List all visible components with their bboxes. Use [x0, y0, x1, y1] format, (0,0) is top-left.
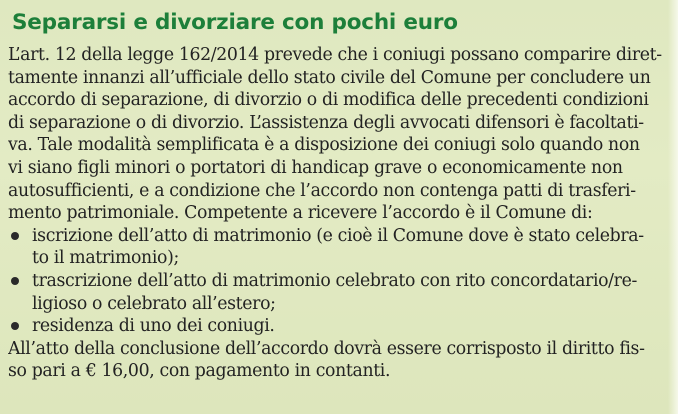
paragraph-line: so pari a € 16,00, con pagamento in contanti.: [8, 361, 391, 382]
intro-paragraph: [8, 44, 671, 225]
closing-paragraph: [8, 338, 671, 383]
bullet-line: trascrizione dell’atto di matrimonio celebrato con rito concordatario/re-: [32, 270, 637, 291]
bullet-line: to il matrimonio);: [32, 248, 179, 269]
paragraph-line: accordo di separazione, di divorzio o di modifica delle precedenti condizioni: [8, 90, 649, 111]
paragraph-line: L’art. 12 della legge 162/2014 prevede che i coniugi possano comparire diret-: [8, 45, 662, 65]
bullet-icon: [11, 232, 19, 240]
paragraph-line: va. Tale modalità semplificata è a disposizione dei coniugi solo quando non: [8, 135, 640, 156]
bullet-line: residenza di uno dei coniugi.: [32, 316, 275, 337]
bullet-line: ligioso o celebrato all’estero;: [32, 293, 276, 314]
paragraph-line: All’atto della conclusione dell’accordo dovrà essere corrisposto il diritto fis-: [8, 338, 645, 359]
paragraph-line: mento patrimoniale. Competente a ricevere l’accordo è il Comune di:: [8, 203, 593, 224]
bullet-icon: [11, 277, 19, 285]
paragraph-line: tamente innanzi all’ufficiale dello stato civile del Comune per concludere un: [8, 67, 651, 88]
article-body: [8, 44, 671, 383]
paragraph-line: autosufficienti, e a condizione che l’accordo non contenga patti di trasferi-: [8, 180, 636, 201]
list-item: [8, 270, 671, 315]
page-edge: [668, 0, 678, 414]
bullet-line: iscrizione dell’atto di matrimonio (e cioè il Comune dove è stato celebra-: [32, 225, 644, 246]
paragraph-line: vi siano figli minori o portatori di handicap grave o economicamente non: [8, 157, 623, 178]
bullet-list: [8, 225, 671, 338]
list-item: [8, 225, 671, 270]
paragraph-line: di separazione o di divorzio. L’assistenza degli avvocati difensori è facoltati-: [8, 112, 644, 133]
bullet-icon: [11, 322, 19, 330]
article-title: Separarsi e divorziare con pochi euro: [12, 10, 458, 35]
list-item: [8, 315, 671, 338]
